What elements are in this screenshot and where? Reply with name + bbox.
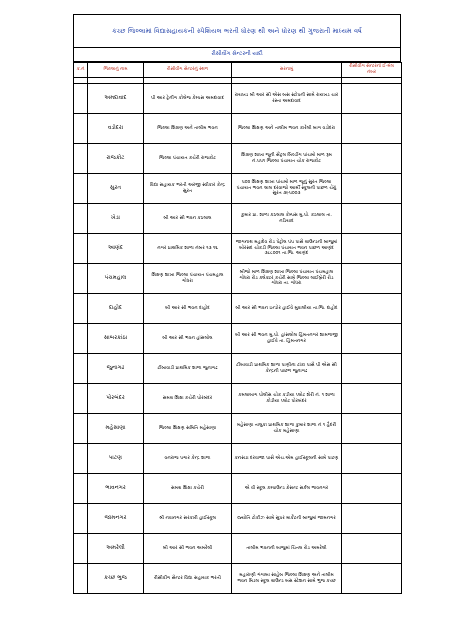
address-cell: કુમાર પ્રા. શાળા કઠલાલ કેમ્પસ મુ.પો. કઠલાલ તા. નડિયાદ xyxy=(232,204,342,234)
district-cell: પોરબંદર xyxy=(88,384,144,414)
district-cell: રાજકોટ xyxy=(88,144,144,174)
serial-cell xyxy=(74,414,88,444)
district-cell: વડોદરા xyxy=(88,114,144,144)
district-cell: અમરેલી xyxy=(88,534,144,564)
serial-cell xyxy=(74,144,88,174)
table-row xyxy=(74,84,402,114)
serial-cell xyxy=(74,204,88,234)
document-sheet xyxy=(73,14,401,594)
district-cell: દાહોદ xyxy=(88,294,144,324)
address-cell: જાગનાથ મહાદેવ રોડ પેટ્રોલ પંપ પાસે ગ્રાઉન્ડની બાજુમાં બોરસદ ચોકડી જિલ્લા પંચાયત ભવન પાછળ આણંદ ૩૮૮૦૦૧ તા.જિ. આણંદ xyxy=(232,234,342,264)
email-cell xyxy=(342,444,402,474)
district-cell: ખેડા xyxy=(88,204,144,234)
center-cell: બી આર સી ભવન અમરેલી xyxy=(144,534,232,564)
serial-cell xyxy=(74,474,88,504)
serial-cell xyxy=(74,84,88,114)
email-cell xyxy=(342,474,402,504)
center-cell: વિદ્યા સહાયક ભરતી અરજી સ્વીકાર કેન્દ્ર સુરત xyxy=(144,174,232,204)
table-row xyxy=(74,114,402,144)
table-row xyxy=(74,264,402,294)
serial-cell xyxy=(74,324,88,354)
email-cell xyxy=(342,174,402,204)
email-cell xyxy=(342,84,402,114)
district-cell: મહેસાણા xyxy=(88,414,144,444)
serial-cell xyxy=(74,504,88,534)
serial-cell xyxy=(74,564,88,594)
table-row xyxy=(74,564,402,594)
serial-cell xyxy=(74,114,88,144)
district-cell: સાબરકાંઠા xyxy=(88,324,144,354)
table-row xyxy=(74,504,402,534)
email-cell xyxy=(342,144,402,174)
center-cell: રીસીવીંગ સેન્ટર વિદ્યા સહાયક ભરતી xyxy=(144,564,232,594)
serial-cell xyxy=(74,174,88,204)
center-cell: સમગ્ર શિક્ષા કચેરી xyxy=(144,474,232,504)
table-row xyxy=(74,174,402,204)
district-cell: કચ્છ ભુજ xyxy=(88,564,144,594)
serial-cell xyxy=(74,294,88,324)
address-cell: ટીંબાવાડી પ્રાથમિક શાળા પાણીના ટાંકા પાસે પી એસ સી કેન્દ્રની પાછળ જુનાગઢ xyxy=(232,354,342,384)
address-cell: રાયખડ બી આર સી એસ બસ સ્ટોપની સામે રાયખડ ચાર રસ્તા અમદાવાદ xyxy=(232,84,342,114)
center-cell: ટીંબાવાડી પ્રાથમિક શાળા જુનાગઢ xyxy=(144,354,232,384)
email-cell xyxy=(342,204,402,234)
email-cell xyxy=(342,504,402,534)
table-row xyxy=(74,324,402,354)
header-email: રીસીવીંગ સેન્ટરનો ઈ-મેલ નંબર xyxy=(342,63,402,78)
center-cell: બી આર સી ભવન હાંસલોલ xyxy=(144,324,232,354)
center-cell: શિક્ષણ શાખા જિલ્લા પંચાયત પંચમહાલ ગોધરા xyxy=(144,264,232,294)
address-cell: શિક્ષણ શાખા જૂની સેંટ્રલ બિલ્ડીંગ પાંચમો માળ રૂમ નં.૫૫૧ જિલ્લા પંચાયત ચોક રાજકોટ xyxy=(232,144,342,174)
address-cell: તાલીમ ભવનની બાજુમાં ચિતલ રોડ અમરેલી xyxy=(232,534,342,564)
district-cell: આણંદ xyxy=(88,234,144,264)
center-cell: જિલ્લા શિક્ષણ અને તાલીમ ભવન xyxy=(144,114,232,144)
district-cell: જુનાગઢ xyxy=(88,354,144,384)
serial-cell xyxy=(74,264,88,294)
address-cell: કનસડા દરવાજા પાસે એચ.એમ હાઈસ્કૂલની સામે પાટણ xyxy=(232,444,342,474)
document-subtitle: રીસીવીંગ સેન્ટરની યાદી xyxy=(73,48,401,62)
center-cell: જિલ્લા શિક્ષણ સમિતિ મહેસાણા xyxy=(144,414,232,444)
email-cell xyxy=(342,264,402,294)
center-cell: પી આર ટ્રેનીંગ કોલેજ કેમ્પસ અમદાવાદ xyxy=(144,84,232,114)
center-cell: સમગ્ર શિક્ષા કચેરી પોરબંદર xyxy=(144,384,232,414)
address-cell: મહારાણી ગંગાબા સાહેબ જિલ્લા શિક્ષણ અને તાલીમ ભવન મિડલ સ્કૂલ ગ્રાઉન્ડ બસ સ્ટેશન સામે ભુજ કચ્છ xyxy=(232,564,342,594)
email-cell xyxy=(342,564,402,594)
table-row xyxy=(74,144,402,174)
serial-cell xyxy=(74,234,88,264)
table-row xyxy=(74,444,402,474)
table-row xyxy=(74,534,402,564)
table-row xyxy=(74,354,402,384)
center-cell: બી આર સી ભવન કઠલાલ xyxy=(144,204,232,234)
table-row xyxy=(74,204,402,234)
header-center: રીસીવીંગ સેન્ટરનું સ્થળ xyxy=(144,63,232,78)
address-cell: બી આર સી ભવન ઇન્ડોર હાઈવે મુવાલીયા તા.જિ. દાહોદ xyxy=(232,294,342,324)
address-cell: એ વી સ્કૂલ કમ્પાઉન્ડ ક્રેસન્ટ સર્કલ ભાવનગર xyxy=(232,474,342,504)
center-cell: નગર પ્રાથમિક શાળા નંબર ૧૩ ૧૬ xyxy=(144,234,232,264)
address-cell: જિલ્લા શિક્ષણ અને તાલીમ ભવન કારેલી બાગ વડોદરા xyxy=(232,114,342,144)
address-cell: મહેસાણા તાલુકા પ્રાથમિક શાળા કુમાર શાળા નં ૧ હૈદરી ચોક મહેસાણા xyxy=(232,414,342,444)
district-cell: પાટણ xyxy=(88,444,144,474)
email-cell xyxy=(342,414,402,444)
email-cell xyxy=(342,324,402,354)
address-cell: બી આર સી ભવન મુ.પો. હાંસલોલ હિંમતનગર શામળાજી હાઈવે તા. હિંમતનગર xyxy=(232,324,342,354)
email-cell xyxy=(342,114,402,144)
serial-cell xyxy=(74,384,88,414)
district-cell: ભાવનગર xyxy=(88,474,144,504)
table-row xyxy=(74,234,402,264)
address-cell: ૫૦૨ શિક્ષણ શાખા પાંચમો માળ જૂનું સુરત જિલ્લા પંચાયત ભવન લાલ દરવાજો આર્મી સ્કૂલની પાછળ ચેરાું સુરત ૩૯૫૦૦૩ xyxy=(232,174,342,204)
header-serial: ક્ર.નં xyxy=(74,63,88,78)
district-cell: જામનગર xyxy=(88,504,144,534)
table-row xyxy=(74,414,402,444)
document-title: કચ્છ જિલ્લામાં વિદ્યાસહાયકની સ્પેશિયલ ભરતી ધોરણ થી અને ધોરણ થી ગુજરાતી માધ્યમ વર્ષ xyxy=(73,14,401,48)
district-cell: પંચમહાલ xyxy=(88,264,144,294)
header-address: સરનામું xyxy=(232,63,342,78)
email-cell xyxy=(342,354,402,384)
address-cell: બીજો માળ શિક્ષણ શાખા જિલ્લા પંચાયત પંચમહાલ ગોધરા રોડ ક્લેક્ટર કચેરી સામે જિલ્લા લાઈબ્રેરી રોડ ગોધરા તા. ગોધરા xyxy=(232,264,342,294)
center-cell: બી આર સી ભવન દાહોદ xyxy=(144,294,232,324)
email-cell xyxy=(342,534,402,564)
district-cell: અમદાવાદ xyxy=(88,84,144,114)
email-cell xyxy=(342,294,402,324)
table-row xyxy=(74,384,402,414)
table-row xyxy=(74,294,402,324)
receiving-centers-table xyxy=(73,62,402,594)
email-cell xyxy=(342,384,402,414)
district-cell: સુરત xyxy=(88,174,144,204)
center-cell: વનરાજ પગાર કેન્દ્ર શાળા xyxy=(144,444,232,474)
table-row xyxy=(74,474,402,504)
header-district: જિલ્લાનું નામ xyxy=(88,63,144,78)
center-cell: જિલ્લા પંચાયત કચેરી રાજકોટ xyxy=(144,144,232,174)
table-header-row xyxy=(74,63,402,78)
center-cell: શ્રી નવાનગર સરકારી હાઈસ્કૂલ xyxy=(144,504,232,534)
address-cell: જ્યોતિ ટોકીઝ સામે સુપર માર્કેટની બાજુમાં જામનગર xyxy=(232,504,342,534)
address-cell: કમલાબાગ પોલીસ ચોક કડીયા પ્લોટ શેરી નં. ૧ શાળા કોડીયા પ્લોટ પોરબંદર xyxy=(232,384,342,414)
serial-cell xyxy=(74,534,88,564)
serial-cell xyxy=(74,444,88,474)
serial-cell xyxy=(74,354,88,384)
email-cell xyxy=(342,234,402,264)
